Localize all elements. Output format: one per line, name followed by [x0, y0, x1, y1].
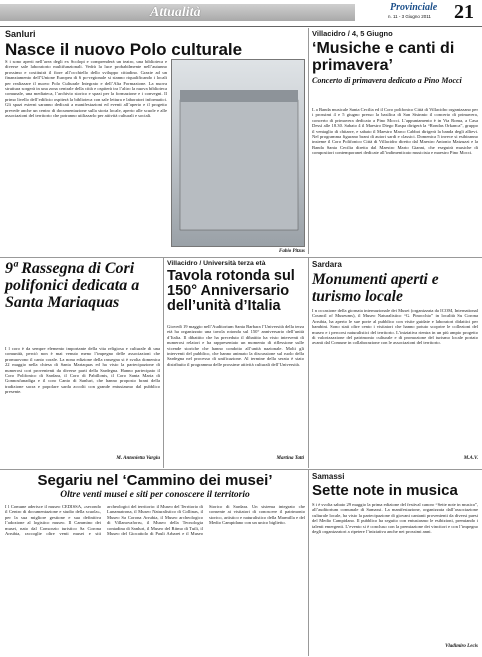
author: Vladimiro Lecis [445, 644, 478, 649]
page-number: 21 [454, 1, 474, 23]
building-illustration [172, 60, 306, 248]
author: M.A.V. [463, 456, 478, 461]
author: M. Antonietta Vargiu [116, 456, 160, 461]
article-body: L a Banda musicale Santa Cecilia ed il Coro polifonico Città di Villacidro organizzano per i prossimi 4 e 5 giugno presso la basilica di San Sisinnio il concerto di primavera, concerto di primavera dedicato a Pino Mocci. L’appuntamento è in Via Roma, a Casa Dessì alle 18.30. Sabato 4 il Maestro Diego Raspa dirigerà la “Rondas Orkanca”, gruppo il ventaglio di chitarre, e sabato il Maestro Marco Cabboi dirigerà la banda degli allievi. Nel programma figurano brani di autori sardi e classici. Domenica 5 invece si esibiranno insieme il Coro Polifonico Città di Villacidro diretto dal Maestro Antonio Matzuzzi e la Banda Santa Cecilia diretta dal Maestro Mario Gianni, che eseguirà musiche di compositori contemporanei dedicate all’indimenticato musicista e maestro Pino Mocci. [312, 107, 478, 156]
article-rassegna-cori [5, 260, 160, 466]
kicker: Samassi [312, 472, 345, 481]
kicker: Villacidro / 4, 5 Giugno [312, 29, 393, 38]
article-sanluri [5, 29, 305, 255]
headline: Tavola rotonda sul 150° Anniversario dell’unità d’Italia [167, 268, 295, 314]
kicker: Villacidro / Università terza età [167, 260, 266, 267]
headline: ‘Musiche e canti di primavera’ [312, 40, 455, 74]
article-tavola-rotonda [167, 260, 304, 466]
newspaper-logo: Provinciale [390, 2, 438, 13]
author: Martina Tatti [276, 456, 304, 461]
kicker: Sardara [312, 260, 342, 269]
article-body: I n occasione della giornata internazionale dei Musei (organizzata da ICOM, International Council of Museums), il Museo Naturalistico “G. Pinocchio” in località Su Corona Arrubia, ha aperto le sue porte al pubblico con visite guidate e laboratori didattici per bambini. Sono stati oltre cento i visitatori che hanno potuto scoprire le collezioni del museo e i percorsi naturalistici del territorio. L’iniziativa rientra in un più ampio progetto di valorizzazione del patrimonio culturale e di promozione del turismo locale portato avanti dal Comune in collaborazione con le associazioni del territorio. [312, 308, 478, 346]
article-samassi [312, 472, 478, 654]
article-body: I l coro è da sempre elemento importante della vita religiosa e culturale di una comunità, perciò non è mai venuto meno l’impegno delle associazioni che promuovono il canto corale. La nona edizione della rassegna si è svolta domenica 22 maggio nella chiesa di Santa Mariaquas ed ha visto la partecipazione di numerosi cori provenienti da diverse parti della Sardegna. Hanno partecipato il Coro Polifonico di Sardara, il Coro di Pabillonis, il Coro Santa Maria di Gonnosfanadiga e il coro Canto di Sanluri, che hanno proposto brani della tradizione sacra e popolare sarda accolti con grande entusiasmo dal pubblico presente. [5, 346, 160, 395]
article-monumenti-aperti [312, 260, 478, 466]
article-body: S i sono aperti nell’area degli ex Scolopi e comprenderà un teatro, una biblioteca e diverse sale laboratorio multifunzionali. Vedrà la luce probabilmente nell’autunno prossimo e costituirà il fiore all’occhiello dello sviluppo cittadino. Grazie ad un finanziamento dell’Unione Europea di 6 po-regionale si stanno riqualificando i locali per realizzare il nuovo Polo Culturale Integrato e dell’Alta Formazione. La nuova struttura sorgerà in una zona centrale della città e ospiterà tra l’altro la nuova biblioteca comunale, una mediateca, l’archivio storico e spazi per la formazione e i convegni. Il primo livello dell’edificio ospiterà la biblioteca con sale lettura e laboratori informatici. Gli spazi esterni saranno dedicati a manifestazioni ed eventi all’aperto e il progetto prevede anche un centro di documentazione sulla storia locale, aperto alle scuole e alle associazioni del territorio che potranno utilizzarlo per attività culturali e sociali. [5, 59, 167, 119]
headline: Monumenti aperti e turismo locale [312, 271, 439, 305]
section-label: Attualità [150, 5, 201, 20]
subheadline: Concerto di primavera dedicato a Pino Mocci [312, 76, 462, 85]
article-segariu [5, 472, 305, 654]
kicker: Sanluri [5, 29, 36, 39]
headline: 9ª Rassegna di Cori polifonici dedicata a Santa Mariaquas [5, 260, 140, 311]
article-musiche-canti [312, 29, 478, 255]
issue-date: n. 11 - 3 Giugno 2011 [388, 14, 431, 19]
headline: Segariu nel ‘Cammino dei musei’ [37, 472, 273, 489]
masthead [0, 0, 482, 26]
article-body: Giovedì 19 maggio nell’Auditorium Santa Barbara l’Università della terza età ha organizzato una tavola rotonda sul 150° anniversario dell’unità d’Italia. Il dibattito che ha preceduto il dibattito ha visto interventi di numerosi relatori e ha rappresentato un momento di riflessione sulle vicende storiche che hanno condotto all’unità nazionale. Molti gli interventi del pubblico, che hanno animato la discussione sul ruolo della Sardegna nel processo di unificazione. Al termine della serata è stato distribuito il programma delle prossime attività culturali dell’Università. [167, 324, 304, 367]
building-photo [171, 59, 305, 247]
article-body: S i è svolta sabato 29 maggio la prima edizione del festival canoro “Sette note in musica”, all’auditorium comunale di Samassi. La manifestazione, organizzata dall’associazione culturale locale, ha visto la partecipazione di giovani cantanti provenienti da diversi paesi del Medio Campidano. Il pubblico ha seguito con entusiasmo le esibizioni, premiando i talenti emergenti. L’evento si è concluso con la premiazione dei vincitori e con l’impegno degli organizzatori a ripetere l’iniziativa anche nei prossimi anni. [312, 502, 478, 535]
photo-credit: Fabio Pitzus [279, 249, 305, 254]
subheadline: Oltre venti musei e siti per conoscere il territorio [60, 490, 250, 500]
headline: Nasce il nuovo Polo culturale [5, 40, 243, 59]
headline: Sette note in musica [312, 482, 458, 499]
article-body: I l Comune aderisce il museo CEDISSA, «secondo il Centro di documentazione e studio della scuola», per la sua migliore gestione e sua definitiva l’adozione al logistico museo. Il Cammino dei musei, nato dal Consorzio turistico Sa Corona Arrubia, raccoglie oltre venti musei e siti archeologici del territorio: il Museo del Territorio di Lunamatrona, il Museo Naturalistico di Collinas, il Museo Sa Corona Arrubia, il Museo archeologico di Villanovaforru, il Museo della Tecnologia contadina di Sanluri, il Museo del Ritmo di Tuili, il Museo del Giocattolo di Pauli Arbarei e il Museo Storico di Sardara. Un sistema integrato che consente ai visitatori di conoscere il patrimonio storico, artistico e naturalistico della Marmilla e del Medio Campidano con un unico biglietto. [5, 504, 305, 537]
